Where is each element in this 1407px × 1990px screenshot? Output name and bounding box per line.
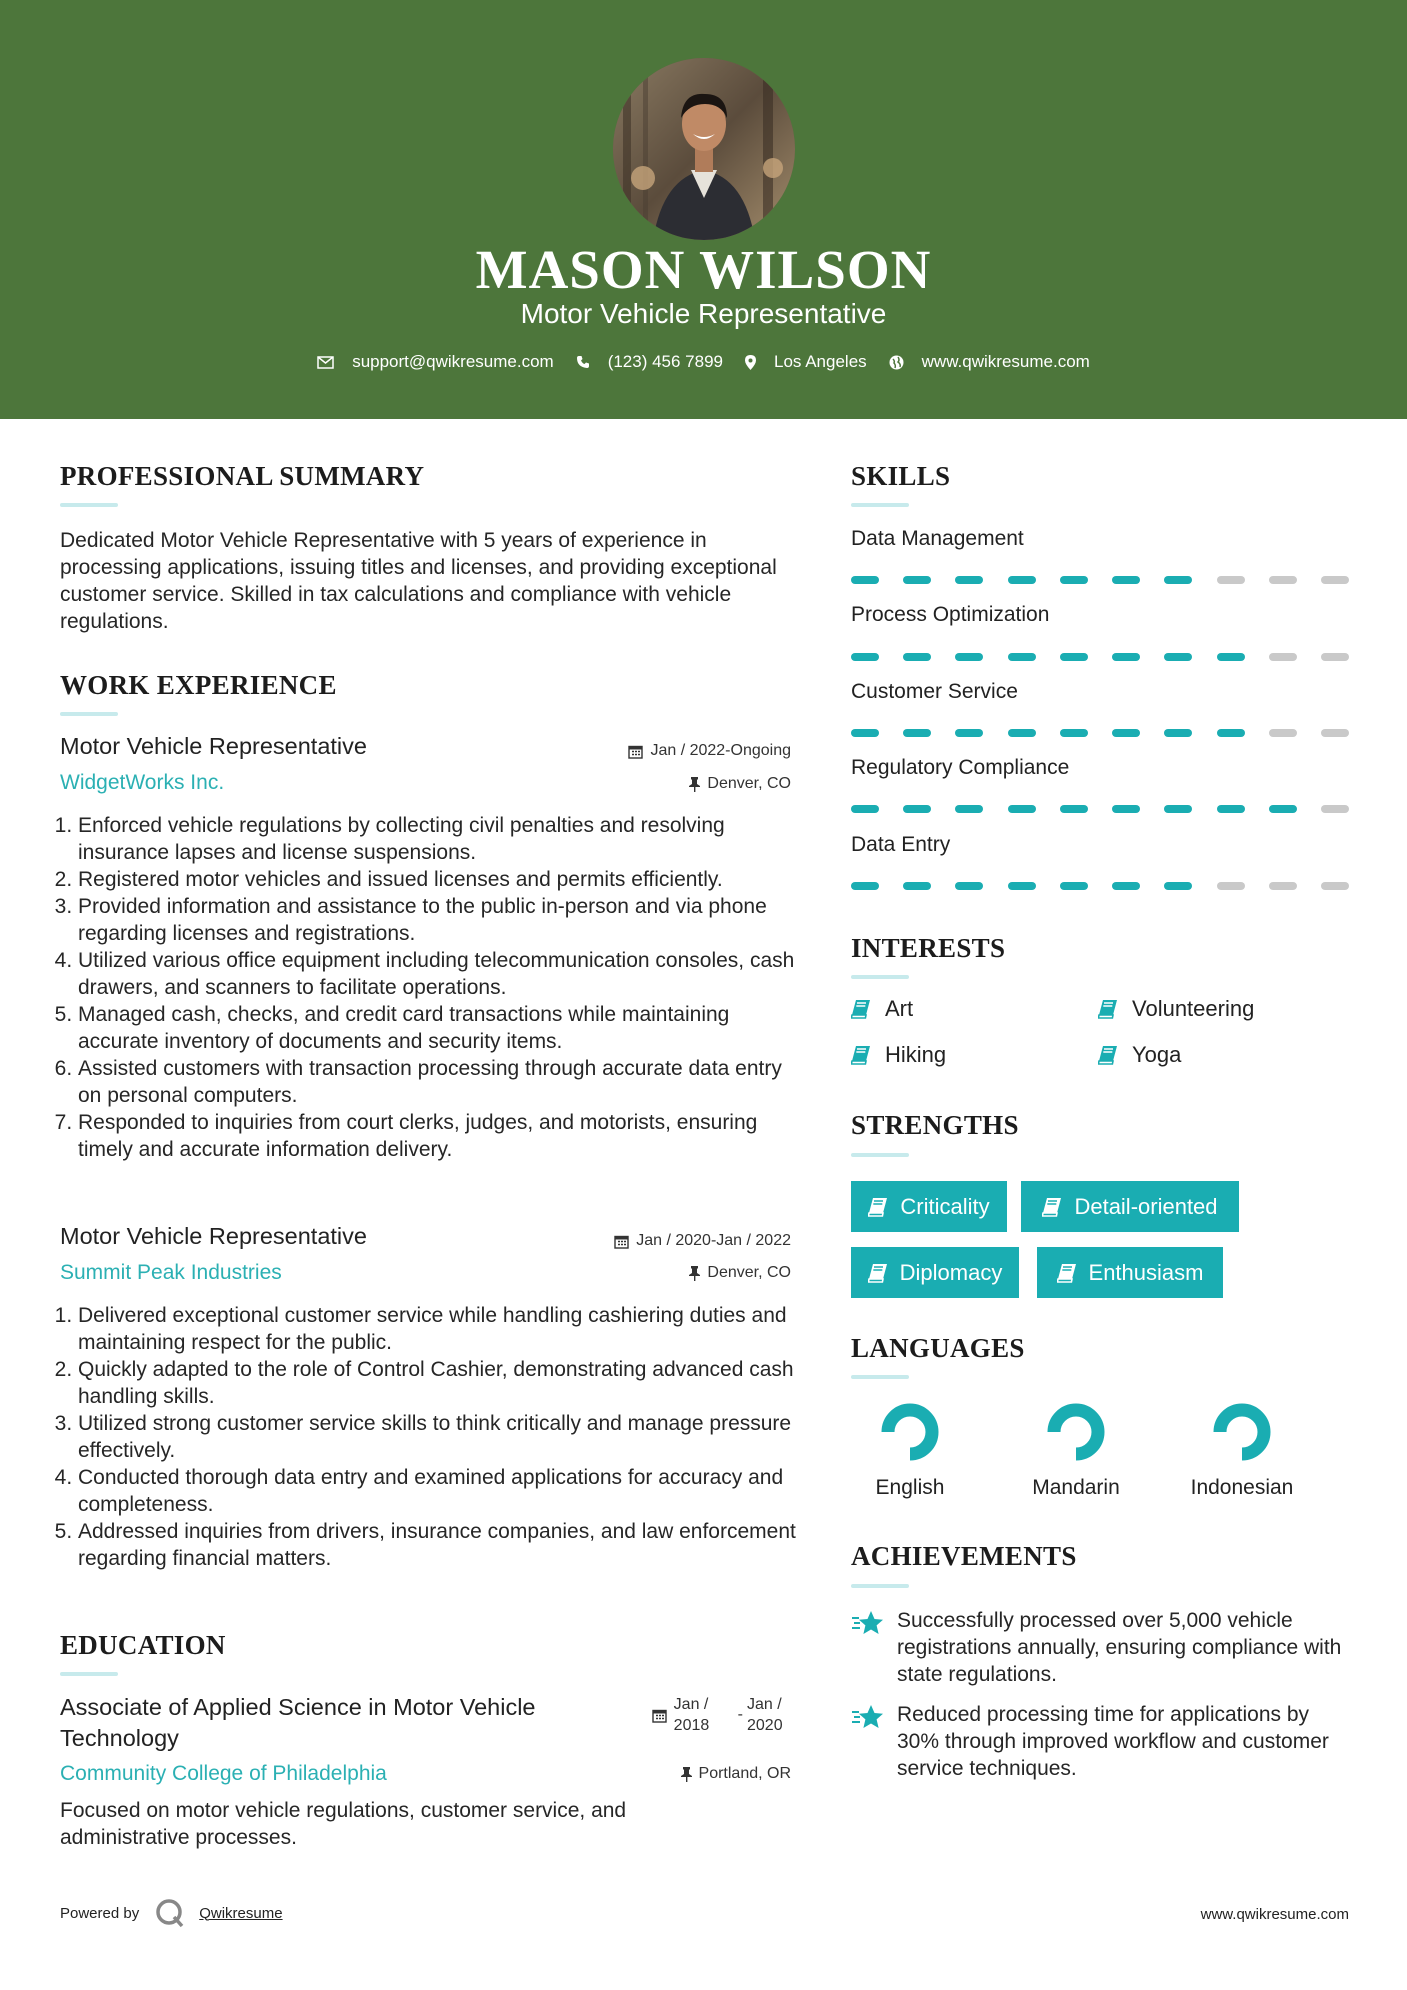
skill-dash — [1321, 653, 1349, 661]
skill-dash — [1164, 805, 1192, 813]
list-item: 5. Managed cash, checks, and credit card transactions while maintaining accurate inventory of documents and security items. — [78, 1001, 808, 1055]
strengths-heading: STRENGTHS — [851, 1110, 1019, 1140]
contact-bar — [0, 352, 1407, 372]
skill-dash — [1112, 729, 1140, 737]
skill-dash — [903, 882, 931, 890]
job-2-role: Motor Vehicle Representative — [60, 1223, 367, 1249]
skill-dash — [851, 805, 879, 813]
skill-5-meter — [851, 882, 1349, 890]
strength-tag — [1037, 1247, 1223, 1298]
job-1-date-text: Jan / 2022-Ongoing — [650, 742, 791, 759]
list-item: 4. Utilized various office equipment including telecommunication consoles, cash drawers, and scanners to facilitate operations. — [78, 947, 808, 1001]
skill-dash — [1321, 576, 1349, 584]
experience-underline — [60, 712, 118, 716]
language-level-ring — [878, 1400, 942, 1464]
contact-location-text: Los Angeles — [774, 352, 867, 371]
skill-2-meter — [851, 653, 1349, 661]
resume-header — [0, 0, 1407, 419]
skill-3-name: Customer Service — [851, 680, 1018, 703]
qwikresume-link[interactable]: Qwikresume — [199, 1904, 283, 1922]
contact-location[interactable] — [745, 352, 867, 372]
skill-dash — [1008, 729, 1036, 737]
skill-dash — [1008, 653, 1036, 661]
skill-dash — [1269, 805, 1297, 813]
skill-dash — [1269, 576, 1297, 584]
job-1-company[interactable]: WidgetWorks Inc. — [60, 771, 225, 794]
job-2-company[interactable]: Summit Peak Industries — [60, 1261, 282, 1284]
footer-powered-by — [60, 1898, 283, 1928]
star-icon — [851, 1609, 885, 1637]
skill-5-name: Data Entry — [851, 833, 951, 856]
interests-underline — [851, 975, 909, 979]
skill-dash — [1217, 805, 1245, 813]
achievement-text: Reduced processing time for applications by 30% through improved workflow and customer service techniques. — [897, 1703, 1329, 1780]
list-item: 7. Responded to inquiries from court clerks, judges, and motorists, ensuring timely and accurate information delivery. — [78, 1109, 808, 1163]
interest-yoga-label: Yoga — [1132, 1042, 1182, 1067]
skill-dash — [1217, 653, 1245, 661]
interest-volunteering-label: Volunteering — [1132, 996, 1255, 1021]
skill-dash — [1321, 882, 1349, 890]
language-level-arc — [1054, 1410, 1098, 1454]
contact-website[interactable] — [889, 352, 1090, 372]
strength-tag — [1021, 1181, 1239, 1232]
achievement-item — [851, 1607, 1351, 1688]
list-item: 1. Delivered exceptional customer service while handling cashiering duties and maintaining respect for the public. — [78, 1302, 808, 1356]
education-heading: EDUCATION — [60, 1630, 226, 1660]
experience-heading: WORK EXPERIENCE — [60, 670, 337, 700]
skill-dash — [1217, 882, 1245, 890]
skill-dash — [1060, 805, 1088, 813]
achievements-underline — [851, 1584, 909, 1588]
job-2-bullets — [60, 1302, 808, 1572]
skill-dash — [851, 576, 879, 584]
summary-text: Dedicated Motor Vehicle Representative with 5 years of experience in processing applications, issuing titles and licenses, and providing exceptional customer service. Skilled in tax calculations and compliance with vehicle regulations. — [60, 529, 777, 633]
skill-dash — [851, 882, 879, 890]
strengths-underline — [851, 1153, 909, 1157]
skill-dash — [1060, 729, 1088, 737]
skill-dash — [1112, 576, 1140, 584]
education-date — [652, 1694, 791, 1736]
job-2-date-text: Jan / 2020-Jan / 2022 — [636, 1232, 791, 1249]
skill-dash — [903, 576, 931, 584]
education-degree: Associate of Applied Science in Motor Vehicle Technology — [60, 1694, 536, 1751]
skill-dash — [1269, 653, 1297, 661]
list-item: 2. Registered motor vehicles and issued licenses and permits efficiently. — [78, 866, 808, 893]
skill-dash — [903, 729, 931, 737]
map-marker-icon — [745, 355, 756, 370]
globe-icon — [889, 355, 904, 370]
book-icon — [1042, 1197, 1062, 1217]
job-2-date — [614, 1232, 791, 1250]
list-item: 4. Conducted thorough data entry and examined applications for accuracy and completeness. — [78, 1464, 808, 1518]
languages-underline — [851, 1375, 909, 1379]
language-indonesian-label: Indonesian — [1190, 1476, 1294, 1499]
strength-tag — [851, 1181, 1007, 1232]
skill-dash — [903, 653, 931, 661]
contact-website-text: www.qwikresume.com — [921, 352, 1090, 371]
language-level-ring — [1044, 1400, 1108, 1464]
job-1-date — [628, 742, 791, 760]
pushpin-icon — [681, 1767, 692, 1782]
summary-heading: PROFESSIONAL SUMMARY — [60, 461, 425, 491]
job-1-bullets — [60, 812, 808, 1163]
skill-dash — [1269, 882, 1297, 890]
skill-dash — [1008, 805, 1036, 813]
powered-by-label: Powered by — [60, 1904, 140, 1922]
skill-dash — [1060, 882, 1088, 890]
skill-dash — [955, 729, 983, 737]
book-icon — [1098, 1045, 1118, 1065]
candidate-name: MASON WILSON — [475, 239, 932, 300]
skill-dash — [1060, 576, 1088, 584]
job-1-location-text: Denver, CO — [707, 775, 791, 792]
education-school[interactable]: Community College of Philadelphia — [60, 1762, 387, 1785]
star-icon — [851, 1703, 885, 1731]
languages-heading: LANGUAGES — [851, 1333, 1025, 1363]
list-item: 6. Assisted customers with transaction processing through accurate data entry on personal computers. — [78, 1055, 808, 1109]
skill-dash — [1112, 805, 1140, 813]
skills-underline — [851, 503, 909, 507]
skill-dash — [1164, 653, 1192, 661]
book-icon — [1098, 999, 1118, 1019]
skill-1-name: Data Management — [851, 527, 1024, 550]
contact-email-text: support@qwikresume.com — [352, 352, 554, 371]
skill-4-name: Regulatory Compliance — [851, 756, 1070, 779]
interests-heading: INTERESTS — [851, 933, 1006, 963]
interest-yoga — [1098, 1042, 1181, 1068]
job-2-location — [689, 1264, 791, 1282]
education-description: Focused on motor vehicle regulations, customer service, and administrative processes. — [60, 1799, 627, 1849]
calendar-icon — [614, 1234, 629, 1249]
strength-label: Diplomacy — [899, 1259, 1003, 1285]
skill-dash — [1321, 729, 1349, 737]
contact-phone-text: (123) 456 7899 — [607, 352, 724, 371]
education-location-text: Portland, OR — [698, 1765, 791, 1782]
education-date-start: Jan / 2018 — [673, 1696, 710, 1734]
profile-photo — [613, 58, 795, 240]
skill-dash — [851, 653, 879, 661]
language-level-arc — [888, 1410, 932, 1454]
contact-phone[interactable] — [576, 352, 723, 372]
skill-dash — [903, 805, 931, 813]
skill-dash — [955, 882, 983, 890]
contact-email[interactable] — [317, 352, 554, 372]
skill-dash — [1321, 805, 1349, 813]
skill-dash — [1060, 653, 1088, 661]
book-icon — [868, 1197, 888, 1217]
candidate-title: Motor Vehicle Representative — [520, 298, 887, 329]
skill-dash — [955, 576, 983, 584]
skill-1-meter — [851, 576, 1349, 584]
list-item: 2. Quickly adapted to the role of Control Cashier, demonstrating advanced cash handling skills. — [78, 1356, 808, 1410]
envelope-icon — [317, 356, 334, 369]
education-location — [681, 1765, 791, 1783]
list-item: 5. Addressed inquiries from drivers, insurance companies, and law enforcement regarding financial matters. — [78, 1518, 808, 1572]
list-item: 3. Utilized strong customer service skills to think critically and manage pressure effectively. — [78, 1410, 808, 1464]
footer-website[interactable]: www.qwikresume.com — [1200, 1906, 1349, 1923]
language-level-ring — [1210, 1400, 1274, 1464]
list-item: 3. Provided information and assistance to the public in-person and via phone regarding licenses and registrations. — [78, 893, 808, 947]
achievement-item — [851, 1701, 1351, 1782]
strength-label: Enthusiasm — [1088, 1259, 1204, 1285]
skill-dash — [1217, 576, 1245, 584]
summary-underline — [60, 503, 118, 507]
strength-label: Detail-oriented — [1074, 1193, 1218, 1219]
skill-dash — [1164, 729, 1192, 737]
interest-art — [851, 996, 913, 1022]
skill-dash — [1269, 729, 1297, 737]
job-1-location — [689, 775, 791, 793]
pushpin-icon — [689, 777, 700, 792]
skill-dash — [1112, 653, 1140, 661]
skill-3-meter — [851, 729, 1349, 737]
calendar-icon — [652, 1708, 667, 1723]
language-english-label: English — [875, 1476, 945, 1499]
language-indonesian — [1176, 1400, 1308, 1500]
strength-tag — [851, 1247, 1019, 1298]
book-icon — [868, 1263, 888, 1283]
skill-dash — [1164, 882, 1192, 890]
phone-icon — [576, 355, 590, 369]
book-icon — [1057, 1263, 1077, 1283]
job-1-role: Motor Vehicle Representative — [60, 733, 367, 759]
job-2-location-text: Denver, CO — [707, 1264, 791, 1281]
skill-dash — [1112, 882, 1140, 890]
skills-heading: SKILLS — [851, 461, 951, 491]
education-underline — [60, 1672, 118, 1676]
skill-dash — [1008, 576, 1036, 584]
strength-label: Criticality — [900, 1193, 990, 1219]
skill-dash — [955, 805, 983, 813]
education-date-sep: - — [737, 1706, 743, 1723]
education-date-end: Jan / 2020 — [747, 1696, 783, 1734]
book-icon — [851, 999, 871, 1019]
skill-dash — [1008, 882, 1036, 890]
language-mandarin — [1016, 1400, 1136, 1500]
achievements-heading: ACHIEVEMENTS — [851, 1541, 1077, 1571]
qwikresume-logo-icon — [155, 1898, 185, 1928]
skill-dash — [1164, 576, 1192, 584]
skill-dash — [851, 729, 879, 737]
skill-2-name: Process Optimization — [851, 603, 1050, 626]
skill-dash — [1217, 729, 1245, 737]
book-icon — [851, 1045, 871, 1065]
language-mandarin-label: Mandarin — [1032, 1476, 1120, 1499]
interest-art-label: Art — [885, 996, 914, 1021]
list-item: 1. Enforced vehicle regulations by collecting civil penalties and resolving insurance lapses and license suspensions. — [78, 812, 808, 866]
calendar-icon — [628, 744, 643, 759]
interest-hiking-label: Hiking — [885, 1042, 947, 1067]
interest-hiking — [851, 1042, 946, 1068]
skill-4-meter — [851, 805, 1349, 813]
interest-volunteering — [1098, 996, 1254, 1022]
skill-dash — [955, 653, 983, 661]
achievement-text: Successfully processed over 5,000 vehicle registrations annually, ensuring compliance with state regulations. — [897, 1609, 1342, 1686]
language-english — [850, 1400, 970, 1500]
pushpin-icon — [689, 1266, 700, 1281]
language-level-arc — [1220, 1410, 1264, 1454]
